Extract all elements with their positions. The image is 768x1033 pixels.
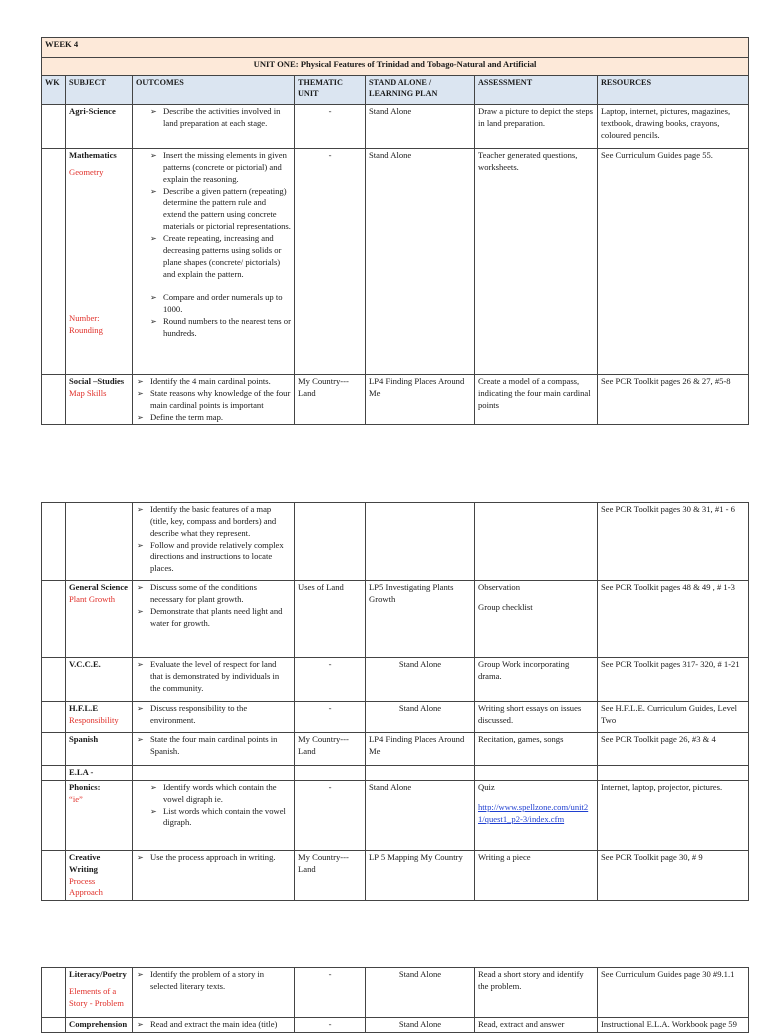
subject-comprehension: Comprehension: [66, 1018, 133, 1033]
spellzone-link[interactable]: http://www.spellzone.com/unit21/quest1_p2-3/index.cfm: [478, 801, 589, 824]
resources: See PCR Toolkit pages 30 & 31, #1 - 6: [598, 503, 749, 581]
outcome-item: ➢ Identify the basic features of a map (title, key, compass and borders) and describe what they represent.: [136, 504, 291, 540]
unit-title: UNIT ONE: Physical Features of Trinidad and Tobago-Natural and Artificial: [42, 58, 749, 76]
resources: See PCR Toolkit pages 317- 320, # 1-21: [598, 658, 749, 702]
column-header-row: [42, 76, 749, 105]
resources: See PCR Toolkit pages 48 & 49 , # 1-3: [598, 581, 749, 658]
table-row: [42, 1018, 749, 1033]
thematic-unit: My Country---Land: [295, 733, 366, 766]
learning-plan: LP4 Finding Places Around Me: [366, 733, 475, 766]
topic-map-skills: Map Skills: [69, 387, 107, 398]
outcome-item: ➢ Use the process approach in writing.: [136, 852, 291, 864]
outcomes-list: [136, 292, 291, 339]
outcomes-list: [136, 582, 291, 629]
table-row: [42, 581, 749, 658]
thematic-unit: Uses of Land: [295, 581, 366, 658]
learning-plan: LP 5 Mapping My Country: [366, 850, 475, 900]
learning-plan: Stand Alone: [366, 780, 475, 850]
resources: See H.F.L.E. Curriculum Guides, Level Two: [598, 702, 749, 733]
assessment: Draw a picture to depict the steps in land preparation.: [475, 105, 598, 149]
assessment: Writing short essays on issues discussed.: [475, 702, 598, 733]
table-row: [42, 733, 749, 766]
learning-plan: Stand Alone: [366, 149, 475, 375]
table-row: [42, 105, 749, 149]
outcome-item: ➢ Read and extract the main idea (title): [136, 1019, 291, 1031]
outcomes-list: [136, 1019, 291, 1031]
outcome-item: ➢ Discuss responsibility to the environment.: [136, 703, 291, 727]
outcome-item: ➢ Insert the missing elements in given patterns (concrete or pictorial) and explain the reasoning.: [136, 150, 291, 186]
week-label: WEEK 4: [42, 38, 749, 58]
subject-phonics: Phonics:: [69, 781, 101, 792]
outcome-item: ➢ List words which contain the vowel digraph.: [136, 806, 291, 830]
learning-plan: Stand Alone: [366, 968, 475, 1018]
subject-vcce: V.C.C.E.: [66, 658, 133, 702]
outcome-item: ➢ Follow and provide relatively complex directions and instructions to locate places.: [136, 540, 291, 576]
thematic-unit: My Country---Land: [295, 850, 366, 900]
subject-literacy: Literacy/Poetry: [69, 969, 127, 979]
subject-ela: E.LA -: [66, 766, 133, 781]
learning-plan: Stand Alone: [366, 1018, 475, 1033]
col-header-outcomes: OUTCOMES: [133, 76, 295, 105]
assessment: Observation: [478, 582, 521, 592]
assessment: Group Work incorporating drama.: [475, 658, 598, 702]
col-header-resources: RESOURCES: [598, 76, 749, 105]
topic-number: Number:: [69, 312, 100, 323]
outcomes-list: [136, 734, 291, 758]
outcomes-list: [136, 659, 291, 695]
col-header-thematic: THEMATIC UNIT: [295, 76, 366, 105]
resources: See PCR Toolkit page 30, # 9: [598, 850, 749, 900]
table-row: [42, 658, 749, 702]
topic-plant-growth: Plant Growth: [69, 593, 116, 604]
subject-hfle: H.F.L.E: [69, 703, 99, 713]
col-header-subject: SUBJECT: [66, 76, 133, 105]
resources: See PCR Toolkit pages 26 & 27, #5-8: [598, 375, 749, 425]
thematic-unit: -: [295, 1018, 366, 1033]
learning-plan: LP5 Investigating Plants Growth: [366, 581, 475, 658]
col-header-wk: WK: [42, 76, 66, 105]
plan-table-1: [41, 37, 749, 425]
thematic-unit: -: [295, 702, 366, 733]
learning-plan: Stand Alone: [366, 658, 475, 702]
resources: Instructional E.L.A. Workbook page 59: [598, 1018, 749, 1033]
assessment: Recitation, games, songs: [475, 733, 598, 766]
thematic-unit: -: [295, 149, 366, 375]
topic-process-approach: Process Approach: [69, 875, 103, 898]
thematic-unit: -: [295, 968, 366, 1018]
topic-geometry: Geometry: [69, 166, 104, 177]
table-row: [42, 149, 749, 375]
table-row: [42, 503, 749, 581]
outcomes-list: [136, 376, 291, 423]
table-row: [42, 766, 749, 781]
outcome-item: ➢ Demonstrate that plants need light and water for growth.: [136, 606, 291, 630]
outcome-item: ➢ State the four main cardinal points in Spanish.: [136, 734, 291, 758]
resources: See Curriculum Guides page 30 #9.1.1: [598, 968, 749, 1018]
outcome-item: ➢ Discuss some of the conditions necessary for plant growth.: [136, 582, 291, 606]
outcome-item: ➢ Identify words which contain the vowel digraph ie.: [136, 782, 291, 806]
table-row: [42, 702, 749, 733]
assessment: Read, extract and answer: [475, 1018, 598, 1033]
table-row: [42, 780, 749, 850]
assessment: Group checklist: [478, 601, 533, 612]
outcomes-list: [136, 703, 291, 727]
table-row: [42, 850, 749, 900]
subject-math: Mathematics: [69, 150, 117, 160]
outcome-item: ➢ Create repeating, increasing and decreasing patterns using solids or plane shapes (concrete/ pictorials) and explain the pattern.: [136, 233, 291, 280]
outcomes-list: [136, 852, 291, 864]
outcome-item: ➢ Identify the problem of a story in selected literary texts.: [136, 969, 291, 993]
col-header-plan: STAND ALONE / LEARNING PLAN: [366, 76, 475, 105]
resources: See PCR Toolkit page 26, #3 & 4: [598, 733, 749, 766]
subject-general-science: General Science: [69, 582, 128, 592]
outcome-item: ➢ State reasons why knowledge of the four main cardinal points is important: [136, 388, 291, 412]
subject-agri: Agri-Science: [66, 105, 133, 149]
learning-plan: Stand Alone: [366, 702, 475, 733]
learning-plan: Stand Alone: [366, 105, 475, 149]
table-row: [42, 375, 749, 425]
outcome-item: ➢ Identify the 4 main cardinal points.: [136, 376, 291, 388]
topic-rounding: Rounding: [69, 324, 103, 335]
outcome-item: ➢ Round numbers to the nearest tens or hundreds.: [136, 316, 291, 340]
subject-social: Social –Studies: [69, 376, 125, 386]
outcome-item: ➢ Describe a given pattern (repeating) determine the pattern rule and extend the pattern using concrete materials or pictorial representations.: [136, 186, 291, 233]
table-row: [42, 968, 749, 1018]
outcomes-list: [136, 150, 291, 280]
plan-table-3: [41, 967, 749, 1033]
thematic-unit: -: [295, 105, 366, 149]
outcome-item: ➢ Evaluate the level of respect for land that is demonstrated by individuals in the community.: [136, 659, 291, 695]
assessment: Create a model of a compass, indicating the four main cardinal points: [475, 375, 598, 425]
topic-ie: “ie”: [69, 793, 83, 804]
assessment: Teacher generated questions, worksheets.: [475, 149, 598, 375]
topic-responsibility: Responsibility: [69, 714, 119, 725]
resources: Internet, laptop, projector, pictures.: [598, 780, 749, 850]
thematic-unit: -: [295, 658, 366, 702]
thematic-unit: -: [295, 780, 366, 850]
outcomes-list: [136, 782, 291, 829]
outcomes-list: [136, 969, 291, 993]
plan-table-2: [41, 502, 749, 901]
outcome-item: ➢ Define the term map.: [136, 412, 291, 424]
outcome-item: ➢ Compare and order numerals up to 1000.: [136, 292, 291, 316]
resources: Laptop, internet, pictures, magazines, textbook, drawing books, crayons, coloured pencils.: [598, 105, 749, 149]
learning-plan: LP4 Finding Places Around Me: [366, 375, 475, 425]
assessment: Read a short story and identify the problem.: [475, 968, 598, 1018]
outcome-item: ➢ Describe the activities involved in land preparation at each stage.: [136, 106, 291, 130]
subject-creative-writing: Creative Writing: [69, 851, 101, 874]
assessment: Writing a piece: [475, 850, 598, 900]
assessment: Quiz: [478, 781, 495, 792]
outcomes-list: [136, 106, 291, 130]
subject-spanish: Spanish: [66, 733, 133, 766]
outcomes-list: [136, 504, 291, 575]
topic-story-problem: Elements of a Story - Problem: [69, 985, 124, 1008]
thematic-unit: My Country---Land: [295, 375, 366, 425]
resources: See Curriculum Guides page 55.: [598, 149, 749, 375]
col-header-assessment: ASSESSMENT: [475, 76, 598, 105]
